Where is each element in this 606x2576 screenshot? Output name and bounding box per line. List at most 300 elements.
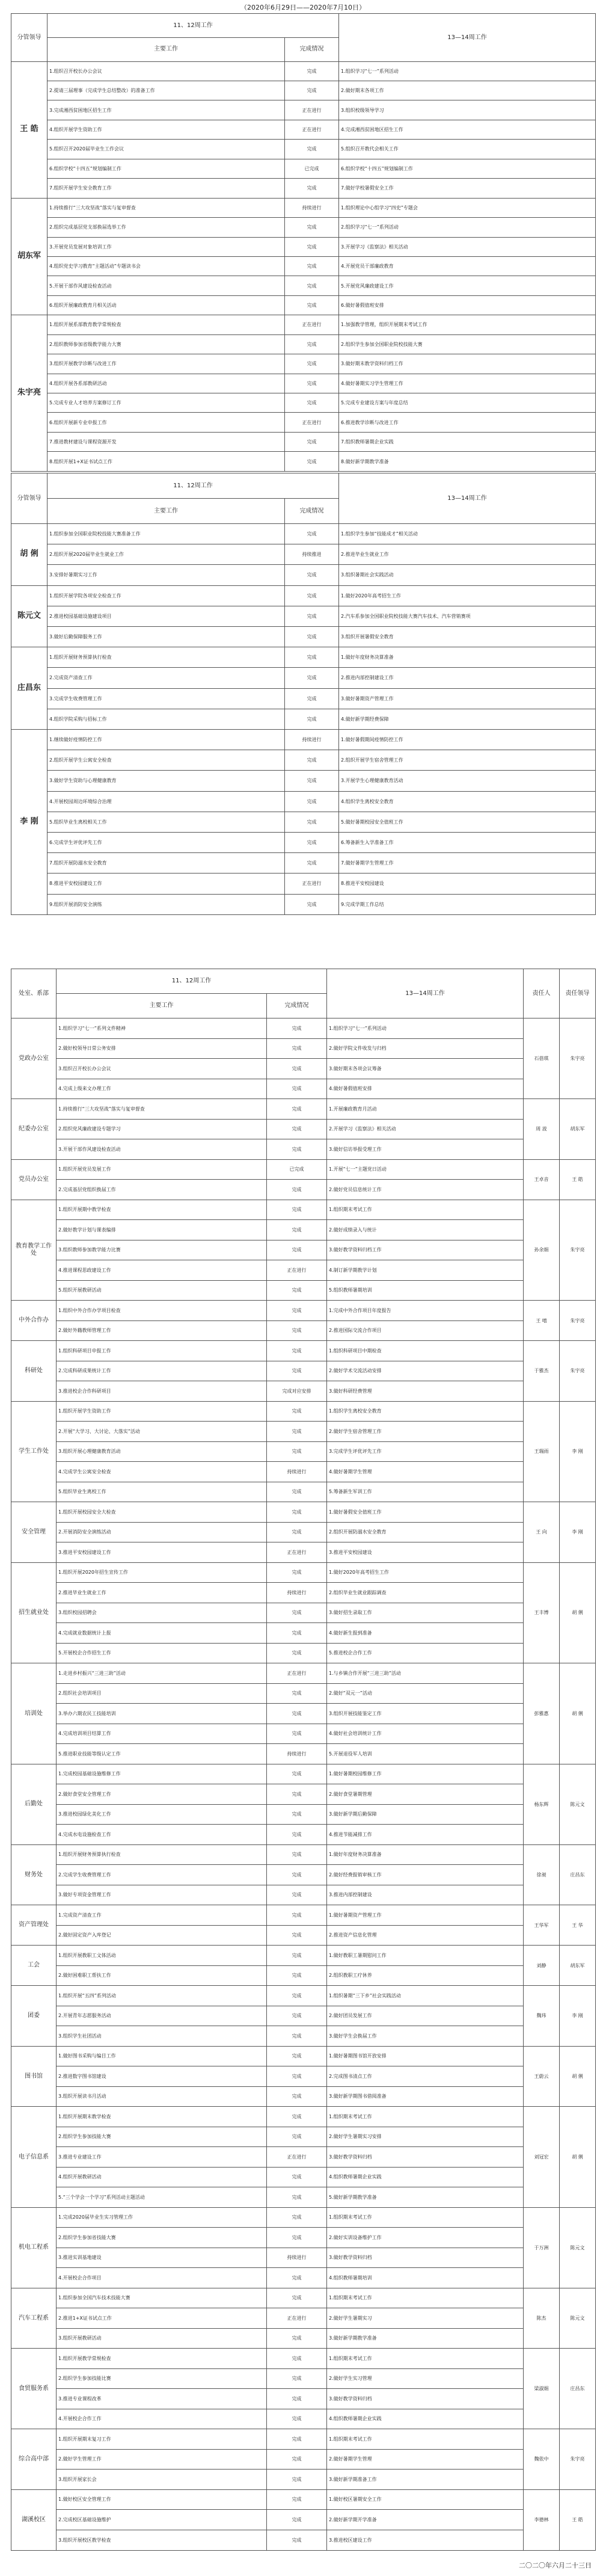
table-row [11, 1704, 596, 1724]
table-row [11, 1280, 596, 1301]
table-row [11, 1764, 596, 1784]
plan-item: 2.推进国际交流合作项目 [327, 1320, 524, 1341]
plan-item: 6.做好暑假值班安排 [339, 295, 596, 315]
plan-item: 2.推进内部控制建设工作 [339, 668, 596, 688]
table-row [11, 2510, 596, 2530]
work-item: 1.完成2020届毕业生实习管理工作 [57, 2207, 267, 2228]
plan-item: 2.组织开展学生宿舍管理工作 [339, 750, 596, 771]
table-row [11, 1320, 596, 1341]
work-item: 1.组织开展“五四”系列活动 [57, 1986, 267, 2006]
header-week13: 13—14周工作 [327, 969, 524, 1018]
table-row [11, 1683, 596, 1704]
responsible-leader: 朱宇亮 [560, 2429, 596, 2490]
responsible-leader: 王 皓 [560, 2489, 596, 2550]
table-row [11, 2187, 596, 2208]
plan-item: 2.做好学生实习管理 [327, 2368, 524, 2389]
plan-item: 5.完成专业建设方案与年度总结 [339, 393, 596, 413]
status-cell: 完成 [285, 256, 339, 276]
header-main: 主要工作 [47, 498, 285, 523]
status-cell: 完成 [267, 1946, 327, 1966]
status-cell: 完成 [267, 2510, 327, 2530]
work-item: 2.做好食堂安全管理工作 [57, 1784, 267, 1805]
work-item: 1.组织科研项目申报工作 [57, 1341, 267, 1361]
plan-item: 5.筹备新生军训工作 [327, 1482, 524, 1502]
leader-name: 朱宇亮 [11, 315, 47, 472]
plan-item: 2.做好学生暑期实习 [327, 2308, 524, 2329]
status-cell: 完成 [285, 647, 339, 668]
plan-item: 7.组织教师暑期企业实践 [339, 432, 596, 451]
status-cell: 完成 [267, 1180, 327, 1200]
header-week11: 11、12周工作 [57, 969, 327, 994]
owner-name: 彭雅惠 [524, 1663, 560, 1764]
responsible-leader: 王 华 [560, 1905, 596, 1946]
status-cell: 完成 [267, 1643, 327, 1663]
table-row [11, 688, 596, 709]
table-row [11, 2429, 596, 2450]
work-item: 2.组织学生参加技能大赛 [57, 2127, 267, 2147]
status-cell: 完成 [285, 606, 339, 626]
status-cell: 完成 [267, 2530, 327, 2550]
plan-item: 1.完成中外合作项目年度报告 [327, 1301, 524, 1321]
responsible-leader: 朱宇亮 [560, 1200, 596, 1301]
table-row [11, 315, 596, 334]
work-item: 2.推进毕业生就业工作 [57, 1583, 267, 1603]
work-item: 3.推进专业课程改革 [57, 2389, 267, 2409]
work-item: 5.组织毕业生离校相关工作 [47, 812, 285, 832]
work-item: 3.推进专业建设工作 [57, 2147, 267, 2168]
status-cell: 完成 [267, 2187, 327, 2208]
department-name: 机电工程系 [11, 2207, 57, 2288]
work-item: 3.组织开展教学诊断与改进工作 [47, 354, 285, 374]
status-cell: 完成 [285, 393, 339, 413]
table-row [11, 1341, 596, 1361]
status-cell: 完成 [267, 1562, 327, 1583]
plan-item: 3.做好新学期准备工作 [327, 2470, 524, 2490]
work-item: 2.做好固定资产入库登记 [57, 1925, 267, 1946]
status-cell: 完成 [267, 1784, 327, 1805]
status-cell: 完成 [267, 2489, 327, 2510]
header-owner: 责任人 [524, 969, 560, 1018]
owner-name: 王瑞雨 [524, 1401, 560, 1502]
status-cell: 完成 [267, 2026, 327, 2047]
status-cell: 完成 [267, 2368, 327, 2389]
work-item: 6.组织开展廉政教育月相关活动 [47, 295, 285, 315]
status-cell: 完成 [285, 626, 339, 647]
table-row [11, 1462, 596, 1482]
department-name: 党员办公室 [11, 1159, 57, 1200]
plan-item: 2.开展学习《监察法》相关活动 [327, 1119, 524, 1139]
plan-item: 1.组织学生离校安全教育 [327, 1401, 524, 1422]
plan-item: 4.做好新学期经费保障 [339, 709, 596, 729]
plan-item: 2.做好团员发展工作 [327, 2006, 524, 2026]
table-row [11, 1059, 596, 1079]
work-item: 5.推进职业技能等级认定工作 [57, 1744, 267, 1764]
leader-plan-table-2 [11, 473, 596, 915]
leader-name: 李 刚 [11, 729, 47, 914]
table-row [11, 2006, 596, 2026]
status-cell: 完成 [267, 2328, 327, 2349]
table-row [11, 2328, 596, 2349]
status-cell: 完成 [267, 2288, 327, 2308]
status-cell: 完成 [267, 2207, 327, 2228]
work-item: 7.推进教材建设与课程资源开发 [47, 432, 285, 451]
table-row [11, 1038, 596, 1059]
table-row [11, 120, 596, 139]
work-item: 6.完成学生评优评先工作 [47, 832, 285, 852]
plan-item: 1.组织理论中心组学习“四史”专题会 [339, 198, 596, 217]
status-cell: 完成 [285, 295, 339, 315]
work-item: 2.做好校领导日常公务安排 [57, 1038, 267, 1059]
status-cell: 完成 [267, 2167, 327, 2187]
plan-item: 1.做好年度财务决算准备 [327, 1844, 524, 1865]
work-item: 2.组织开展学生公寓安全检查 [47, 750, 285, 771]
status-cell: 持续进行 [267, 1583, 327, 1603]
table-row [11, 647, 596, 668]
plan-item: 3.组织开展暑假安全教育 [339, 626, 596, 647]
work-item: 5.开展干部作风建设检查活动 [47, 276, 285, 295]
work-item: 4.开展校企合作工作 [57, 2409, 267, 2429]
table-row [11, 334, 596, 354]
department-name: 纪委办公室 [11, 1099, 57, 1160]
status-cell: 持续推进 [285, 544, 339, 565]
owner-name: 于万洲 [524, 2207, 560, 2288]
department-name: 工会 [11, 1946, 57, 1986]
plan-item: 7.做好暑期学生管理工作 [339, 853, 596, 874]
status-cell: 完成 [267, 2349, 327, 2369]
work-item: 2.完成学生收费管理工作 [57, 1865, 267, 1885]
plan-item: 2.做好党员信息统计工作 [327, 1180, 524, 1200]
plan-item: 4.组织教师暑期企业实践 [327, 2409, 524, 2429]
plan-item: 2.推进毕业生就业工作 [339, 544, 596, 565]
work-item: 2.组织党风廉政建设专题学习 [57, 1119, 267, 1139]
table-row [11, 565, 596, 585]
status-cell: 完成 [285, 334, 339, 354]
department-name: 资产管理处 [11, 1905, 57, 1946]
owner-name: 陈杰 [524, 2288, 560, 2349]
work-item: 2.组织学生参加省技能大赛 [57, 2228, 267, 2248]
table-row [11, 2248, 596, 2268]
plan-item: 3.做好期末教学资料归档工作 [339, 354, 596, 374]
department-name: 教育教学工作处 [11, 1200, 57, 1301]
status-cell: 完成 [267, 1885, 327, 1905]
status-cell: 完成 [285, 523, 339, 544]
table-row [11, 2268, 596, 2288]
table-row [11, 1482, 596, 1502]
plan-item: 3.做好学生会换届工作 [327, 2026, 524, 2047]
table-row [11, 1079, 596, 1099]
plan-item: 3.做好招生录取工作 [327, 1603, 524, 1623]
status-cell: 完成 [267, 2086, 327, 2107]
owner-name: 徐昶 [524, 1844, 560, 1905]
table-row [11, 2368, 596, 2389]
work-item: 3.举办六期农民工技能培训 [57, 1704, 267, 1724]
plan-item: 1.做好暑假安全值班工作 [327, 1502, 524, 1523]
table-row [11, 2046, 596, 2066]
work-item: 2.做好外籍教师管理工作 [57, 1320, 267, 1341]
work-item: 8.组织开展1+X证书试点工作 [47, 452, 285, 472]
table-row [11, 1663, 596, 1684]
plan-item: 1.做好校区暑期安全工作 [327, 2489, 524, 2510]
table-row [11, 1401, 596, 1422]
table-row [11, 256, 596, 276]
header-row [11, 473, 596, 499]
work-item: 4.完成水电设施检查工作 [57, 1825, 267, 1845]
work-item: 2.完成资产清查工作 [47, 668, 285, 688]
work-item: 2.开展消防安全演练活动 [57, 1522, 267, 1542]
plan-item: 2.做好实训设备维护工作 [327, 2228, 524, 2248]
work-item: 3.推进校园绿化美化工作 [57, 1804, 267, 1825]
leader-plan-table-1 [11, 13, 596, 472]
status-cell: 完成 [267, 1603, 327, 1623]
plan-item: 1.开展廉政教育月活动 [327, 1099, 524, 1120]
plan-item: 4.完成湘西贫困地区招生工作 [339, 120, 596, 139]
plan-item: 1.组织期末考试工作 [327, 2107, 524, 2127]
table-row [11, 100, 596, 120]
footer-date: 二〇二〇年六月二十三日 [519, 2562, 592, 2569]
work-item: 1.组织开展教职工文体活动 [57, 1946, 267, 1966]
work-item: 2.组织教师参加省级教学能力大赛 [47, 334, 285, 354]
header-dept: 处室、系部 [11, 969, 57, 1018]
plan-item: 3.做好教学资料归档工作 [327, 1240, 524, 1260]
table-row [11, 432, 596, 451]
table-row [11, 1865, 596, 1885]
date-range: （2020年6月29日——2020年7月10日） [240, 4, 366, 11]
table-row [11, 452, 596, 472]
department-name: 综合高中部 [11, 2429, 57, 2490]
work-item: 4.完成上级来文办理工作 [57, 1079, 267, 1099]
owner-name: 杨东辉 [524, 1764, 560, 1844]
work-item: 2.推进校园基础设施建设项目 [47, 606, 285, 626]
table-row [11, 413, 596, 432]
status-cell: 完成 [285, 179, 339, 198]
table-row [11, 1946, 596, 1966]
table-row [11, 626, 596, 647]
plan-item: 1.组织期末考试工作 [327, 2288, 524, 2308]
table-row [11, 159, 596, 178]
work-item: 3.完成湘西贫困地区招生工作 [47, 100, 285, 120]
status-cell: 完成 [285, 688, 339, 709]
status-cell: 完成 [267, 1301, 327, 1321]
table-row [11, 894, 596, 914]
status-cell: 完成 [285, 452, 339, 472]
department-name: 培训处 [11, 1663, 57, 1764]
header-leader: 分管领导 [11, 473, 47, 524]
table-row [11, 1381, 596, 1402]
status-cell: 完成 [285, 771, 339, 791]
department-name: 中外合作办 [11, 1301, 57, 1341]
status-cell: 完成 [267, 1986, 327, 2006]
plan-item: 1.做好暑期校园维修工作 [327, 1764, 524, 1784]
plan-item: 4.开展党员干部廉政教育 [339, 256, 596, 276]
work-item: 1.持续推行“三大攻坚战”落实与复审督查 [47, 198, 285, 217]
plan-item: 3.推进平安校园建设 [327, 1542, 524, 1563]
work-item: 1.持续推行“三大攻坚战”落实与复审督查 [57, 1099, 267, 1120]
table-row [11, 354, 596, 374]
table-row [11, 1744, 596, 1764]
table-row [11, 61, 596, 81]
work-item: 3.组织开展教研活动 [57, 2328, 267, 2349]
status-cell: 完成 [267, 1844, 327, 1865]
owner-name: 周 波 [524, 1099, 560, 1160]
table-row [11, 276, 596, 295]
status-cell: 持续进行 [285, 729, 339, 750]
status-cell: 完成 [267, 1220, 327, 1240]
plan-item: 5.做好暑期校园安全值班工作 [339, 812, 596, 832]
plan-item: 3.做好教学资料归档 [327, 2147, 524, 2168]
status-cell: 完成 [267, 2429, 327, 2450]
status-cell: 完成 [267, 2409, 327, 2429]
plan-item: 4.做好暑假值班安排 [327, 1079, 524, 1099]
owner-name: 刘静 [524, 1946, 560, 1986]
status-cell: 已完成 [267, 1159, 327, 1180]
work-item: 1.组织开展期中教学检查 [57, 1200, 267, 1220]
work-item: 1.组织参加全国职业院校技能大赛准备工作 [47, 523, 285, 544]
department-name: 财务处 [11, 1844, 57, 1905]
table-row [11, 2107, 596, 2127]
plan-item: 2.组织学习“七一”系列活动 [339, 218, 596, 237]
status-cell: 正在进行 [285, 413, 339, 432]
leader-name: 胡 俐 [11, 523, 47, 585]
status-cell: 已完成 [285, 159, 339, 178]
plan-item: 3.完成学生评优评先工作 [327, 1441, 524, 1462]
work-item: 1.完成校园基础设施维修工作 [57, 1764, 267, 1784]
responsible-leader: 朱宇亮 [560, 1301, 596, 1341]
table-row [11, 2207, 596, 2228]
table-row [11, 1965, 596, 1986]
plan-item: 3.做好教学资料归档 [327, 2389, 524, 2409]
status-cell: 完成 [285, 750, 339, 771]
work-item: 3.组织开展校区教学检查 [57, 2530, 267, 2550]
status-cell: 完成 [267, 2470, 327, 2490]
plan-item: 2.做好学术交流活动安排 [327, 1361, 524, 1381]
header-week13: 13—14周工作 [339, 14, 596, 62]
status-cell: 完成 [267, 1139, 327, 1160]
table-row [11, 237, 596, 256]
status-cell: 完成 [285, 61, 339, 81]
table-row [11, 1139, 596, 1160]
work-item: 3.完成学生收费管理工作 [47, 688, 285, 709]
work-item: 1.组织开展期末复习工作 [57, 2429, 267, 2450]
department-name: 后勤处 [11, 1764, 57, 1844]
status-cell: 完成 [267, 2006, 327, 2026]
table-row [11, 1159, 596, 1180]
status-cell: 完成 [267, 1865, 327, 1885]
status-cell: 完成 [267, 1079, 327, 1099]
work-item: 8.推进平安校园建设工作 [47, 874, 285, 894]
status-cell: 完成 [267, 1905, 327, 1926]
status-cell: 正在进行 [285, 100, 339, 120]
owner-name: 石蓓琪 [524, 1018, 560, 1099]
owner-name: 王 向 [524, 1502, 560, 1563]
status-cell: 完成 [267, 2107, 327, 2127]
work-item: 1.组织开展党员发展工作 [57, 1159, 267, 1180]
plan-item: 6.推进教学诊断与改进工作 [339, 413, 596, 432]
status-cell: 完成 [267, 1965, 327, 1986]
status-cell: 完成 [267, 1704, 327, 1724]
status-cell: 完成 [285, 791, 339, 812]
plan-item: 1.组织学习“七一”系列活动 [339, 61, 596, 81]
status-cell: 完成 [285, 832, 339, 852]
table-row [11, 2167, 596, 2187]
work-item: 5.组织召开2020届毕业生工作会议 [47, 140, 285, 159]
table-row [11, 1885, 596, 1905]
status-cell: 完成 [267, 1320, 327, 1341]
status-cell: 完成 [285, 709, 339, 729]
table-row [11, 1986, 596, 2006]
work-item: 6.组织学校“十四五”规划编制工作 [47, 159, 285, 178]
table-row [11, 1905, 596, 1926]
work-item: 6.组织开展新专业申报工作 [47, 413, 285, 432]
status-cell: 完成 [285, 140, 339, 159]
status-cell: 完成 [285, 894, 339, 914]
table-row [11, 393, 596, 413]
plan-item: 3.组织开展技能鉴定工作 [327, 1704, 524, 1724]
table-row [11, 2449, 596, 2470]
department-name: 学生工作处 [11, 1401, 57, 1502]
table-row [11, 771, 596, 791]
status-cell: 完成 [285, 218, 339, 237]
work-item: 1.组织学习“七一”系列文件精神 [57, 1018, 267, 1039]
plan-item: 6.筹备新生入学准备工作 [339, 832, 596, 852]
status-cell: 完成 [285, 432, 339, 451]
work-item: 1.组织参加全国汽车技术技能大赛 [57, 2288, 267, 2308]
plan-item: 3.组织校级领导学习 [339, 100, 596, 120]
table-row [11, 750, 596, 771]
header-leader: 责任领导 [560, 969, 596, 1018]
responsible-leader: 李 刚 [560, 1986, 596, 2047]
table-row [11, 606, 596, 626]
work-item: 1.做好图书采购与编目工作 [57, 2046, 267, 2066]
work-item: 3.推进实训基地建设 [57, 2248, 267, 2268]
owner-name: 魏玮 [524, 1986, 560, 2047]
table-row [11, 1804, 596, 1825]
status-cell: 完成 [267, 1441, 327, 1462]
header-row [11, 969, 596, 994]
table-row [11, 2389, 596, 2409]
status-cell: 完成 [285, 853, 339, 874]
plan-item: 5.开展党风廉政建设工作 [339, 276, 596, 295]
status-cell: 完成 [267, 1099, 327, 1120]
work-item: 1.组织开展学生资助工作 [57, 1401, 267, 1422]
header-week13: 13—14周工作 [339, 473, 596, 524]
status-cell: 完成 [267, 1341, 327, 1361]
header-main: 主要工作 [57, 994, 267, 1018]
status-cell: 完成 [285, 81, 339, 100]
plan-item: 1.做好2020年高考招生工作 [339, 585, 596, 606]
work-item: 3.开展干部作风建设检查活动 [57, 1139, 267, 1160]
table-row [11, 81, 596, 100]
status-cell: 完成 [267, 1200, 327, 1220]
table-row [11, 2066, 596, 2087]
table-row [11, 1724, 596, 1744]
table-row [11, 585, 596, 606]
owner-name: 梁淑娟 [524, 2349, 560, 2429]
table-row [11, 1925, 596, 1946]
table-row [11, 1301, 596, 1321]
table-row [11, 2026, 596, 2047]
responsible-leader: 李 刚 [560, 1502, 596, 1563]
table-row [11, 1220, 596, 1240]
table-row [11, 729, 596, 750]
owner-name: 王华军 [524, 1905, 560, 1946]
status-cell: 完成 [267, 2449, 327, 2470]
plan-item: 1.开展“七一”主题党日活动 [327, 1159, 524, 1180]
owner-name: 刘冠宏 [524, 2107, 560, 2208]
table-row [11, 1441, 596, 1462]
status-cell: 完成 [267, 1401, 327, 1422]
owner-name: 王蔚云 [524, 2046, 560, 2107]
plan-item: 2.组织学生参加全国职业院校技能大赛 [339, 334, 596, 354]
